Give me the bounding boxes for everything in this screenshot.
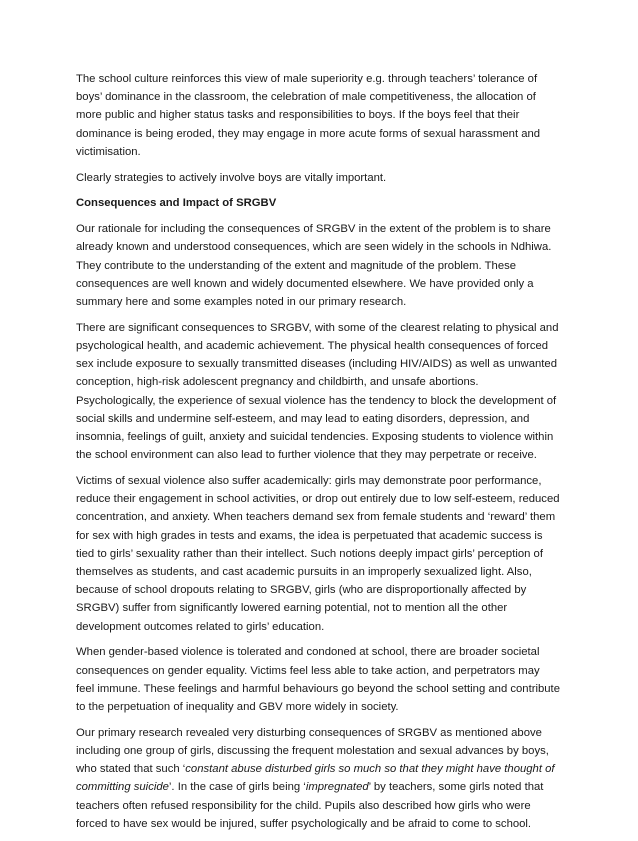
- research-text-part1: Our primary research revealed very disturbing consequences of SRGBV as mentioned above including one group of girls, discussing the frequent molestation and sexual advances by boys, who stated that such ‘: [76, 726, 549, 776]
- paragraph-rationale: Our rationale for including the consequences of SRGBV in the extent of the problem is to share already known and understood consequences, which are seen widely in the schools in Ndhiwa. They contribute to the understanding of the extent and magnitude of the problem. These consequences are well known and widely documented elsewhere. We have provided only a summary here and some examples noted in our primary research.: [76, 223, 552, 309]
- paragraph-academic-consequences: Victims of sexual violence also suffer academically: girls may demonstrate poor performance, reduce their engagement in school activities, or drop out entirely due to low self-esteem, reduced concentration, and anxiety. When teachers demand sex from female students and ‘reward’ them for sex with high grades in tests and exams, the idea is perpetuated that academic success is tied to girls’ sexuality rather than their intellect. Such notions deeply impact girls’ perception of themselves as students, and cast academic pursuits in an improperly sexualized light. Also, because of school dropouts relating to SRGBV, girls (who are disproportionally affected by SRGBV) suffer from significantly lowered earning potential, not to mention all the other development outcomes related to girls’ education.: [76, 475, 560, 633]
- section-heading: Consequences and Impact of SRGBV: [76, 197, 277, 210]
- paragraph-strategies: Clearly strategies to actively involve boys are vitally important.: [76, 171, 387, 184]
- paragraph-school-culture: The school culture reinforces this view of male superiority e.g. through teachers’ tolerance of boys’ dominance in the classroom, the celebration of male competitiveness, the allocation of more public and higher status tasks and responsibilities to boys. If the boys feel that their dominance is being eroded, they may engage in more acute forms of sexual harassment and victimisation.: [76, 73, 541, 158]
- suicide-quote: constant abuse disturbed girls so much so that they might have thought of committing suicide: [76, 763, 555, 794]
- research-text-part3: ’ by teachers, some girls noted that teachers often refused responsibility for the child. Pupils also described how girls who were forced to have sex would be injured, suffer psychologically and be afraid to come to school.: [76, 781, 544, 830]
- document-page: [76, 70, 560, 841]
- impregnated-term: impregnated: [305, 781, 369, 794]
- research-text-part2: ’. In the case of girls being ‘: [168, 781, 306, 794]
- paragraph-societal-consequences: When gender-based violence is tolerated and condoned at school, there are broader societal consequences on gender equality. Victims feel less able to take action, and perpetrators may feel immune. These feelings and harmful behaviours go beyond the school setting and contribute to the perpetuation of inequality and GBV more widely in society.: [76, 646, 560, 714]
- paragraph-primary-research: [76, 724, 560, 833]
- paragraph-health-consequences: There are significant consequences to SRGBV, with some of the clearest relating to physical and psychological health, and academic achievement. The physical health consequences of forced sex include exposure to sexually transmitted diseases (including HIV/AIDS) as well as unwanted conception, high-risk adolescent pregnancy and childbirth, and unsafe abortions. Psychologically, the experience of sexual violence has the tendency to block the development of social skills and undermine self-esteem, and may lead to eating disorders, depression, and insomnia, feelings of guilt, anxiety and suicidal tendencies. Exposing students to violence within the school environment can also lead to further violence that they may perpetrate or receive.: [76, 321, 559, 462]
